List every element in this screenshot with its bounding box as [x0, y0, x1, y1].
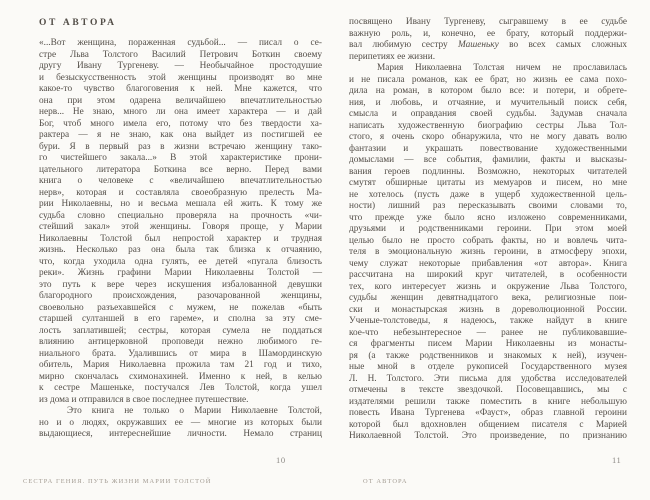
text-line: теля в эмоциональную жизнь героини, в атмосферу эпохи,: [349, 247, 627, 257]
text-line: перипетиях ее жизни.: [349, 51, 436, 62]
text-line: и не писала романов, как ее брат, но жизнь ее сама похо-: [349, 74, 627, 85]
text-line: выдающиеся, интереснейшие личности. Немало страниц: [39, 429, 322, 439]
text-line: рии Николаевны, но и весьма мешала ей жить. К тому же: [39, 199, 322, 209]
text-line: стре Льва Толстого Василий Петрович Боткин своему: [39, 49, 322, 60]
text-line: которой был вдохновлен общением писателя с Марией: [349, 419, 627, 430]
text-line: стейший закал» этой женщины. Говоря проще, у Марии: [39, 222, 322, 232]
text-line: фантазии и украшать повествование художественными: [349, 143, 627, 154]
text-line: влиянию антицерковной проповеди нежно любимого ге-: [39, 337, 322, 347]
text-line: она при этом одарена величайшею впечатлительностью: [39, 95, 322, 106]
text-line: другу Ивану Тургеневу. — Необычайное простодушие: [39, 61, 322, 71]
text-line: из дома и отправился в свое последнее путешествие.: [39, 394, 249, 405]
right-page-text: [349, 17, 627, 443]
text-line: кое-что небезынтересное — ранее не публиковавшие-: [349, 327, 627, 338]
text-line: мирно скончалась схимонахиней. Именно к ней, в келью: [39, 371, 322, 382]
text-line: какое-то чувство благоговения к ней. Мне кажется, что: [39, 84, 322, 94]
text-line: старшей султаншей в его гареме», и сполна за эту сме-: [39, 314, 322, 324]
text-line: реки». Жизнь графини Марии Николаевны Толстой —: [39, 268, 322, 278]
text-line: вал любимую сестру Машеньку во всех самых сложных: [349, 40, 628, 50]
text-line: но и о людях, окружавших ее — многие из которых были: [39, 417, 322, 428]
text-line: нерв», которая и составляла своеобразную прелесть Ма-: [39, 187, 322, 198]
text-line: нерв... Не знаю, много ли она имеет характера — и дай: [39, 107, 322, 117]
text-line: ся фрагменты писем Марии Николаевны из монасты-: [349, 339, 627, 349]
text-line: что прежде уже было ясно изложено современниками,: [349, 212, 627, 223]
text-line: судьба словно специально проверяла на прочность «чи-: [39, 210, 322, 221]
text-line: повесть Ивана Тургенева «Фауст», образ главной героини: [349, 408, 627, 418]
text-line: рассчитана на широкий круг читателей, в особенности: [349, 270, 627, 280]
running-title-right: ОТ АВТОРА: [363, 478, 408, 485]
text-line: вания героев подлинны. Возможно, некоторых читателей: [349, 166, 627, 177]
text-line: друзьями и родственниками героини. При этом моей: [349, 224, 627, 234]
text-line: лость заплатившей; сестры, которая сумела не поддаться: [39, 325, 322, 336]
text-line: ря (а также родственников и знакомых к ней), изучен-: [349, 350, 627, 361]
text-line: бури. Я в первый раз в жизни встречаю женщину тако-: [39, 141, 322, 152]
text-line: ниального брата. Удалившись от мира в Шамординскую: [39, 348, 322, 359]
text-line: Это книга не только о Марии Николаевне Толстой,: [67, 406, 322, 416]
text-line: Бог, чтоб много имела его, потому что без твердости ха-: [39, 118, 322, 129]
text-line: го чистейшего закала...» В этой характеристике прони-: [39, 153, 322, 163]
text-line: посвящено Ивану Тургеневу, сыгравшему в ее судьбе: [349, 17, 627, 27]
text-line: отмечены в тексте звездочкой. Посовещавшись, мы с: [349, 385, 627, 395]
text-line: ния, и любовь, и отчаяние, и мучительный поиск себя,: [349, 97, 627, 108]
text-line: смутят обширные цитаты из мемуаров и писем, но мне: [349, 178, 627, 188]
text-line: благородного происхождения, разочарованной женщины,: [39, 291, 322, 301]
text-line: смысла и оправдания своей судьбы. Задумав сначала: [349, 109, 627, 119]
text-line: это путь к вере через искушения избалованной девушки: [39, 279, 322, 290]
text-line: важную роль, и, конечно, ее брату, который поддержи-: [349, 28, 627, 39]
text-line: рактера — я не знаю, как она выйдет из постигшей ее: [39, 130, 322, 140]
chapter-header: ОТ АВТОРА: [39, 18, 117, 28]
text-line: Ученые-толстоведы, я надеюсь, также найдут в книге: [349, 316, 627, 326]
text-line: ные мной в отделе рукописей Государственного музея: [349, 362, 627, 372]
text-line: ски и монастырская жизнь в дореволюционной России.: [349, 304, 627, 315]
right-page: [349, 17, 627, 443]
text-line: домыслами — все события, фамилии, факты и высказы-: [349, 155, 627, 165]
text-line: не хотелось (пусть даже в ущерб художественной цель-: [349, 189, 627, 200]
text-line: обитель, Мария Николаевна прожила там 21 год и тихо,: [39, 360, 322, 370]
text-line: цательного литератора Боткина все верно. Перед вами: [39, 164, 322, 175]
left-page: [39, 17, 322, 441]
text-line: Николаевной Толстой. Это произведение, по признанию: [349, 431, 627, 441]
text-line: Мария Николаевна Толстая ничем не прославилась: [377, 63, 627, 73]
text-line: стого, я очень скоро обнаружила, что не могу давать волю: [349, 132, 627, 142]
text-line: книга о человеке с «величайшею впечатлительностью: [39, 176, 322, 186]
text-line: целью было не просто собрать факты, но и вовлечь чита-: [349, 235, 627, 246]
text-line: чему служат некоторые прибавления «от автора». Книга: [349, 258, 627, 269]
running-title-left: СЕСТРА ГЕНИЯ. ПУТЬ ЖИЗНИ МАРИИ ТОЛСТОЙ: [23, 478, 212, 485]
text-line: издателями решили также поместить в книге небольшую: [349, 396, 627, 407]
text-line: написать художественную биографию сестры Льва Тол-: [349, 120, 627, 131]
page-number-left: 10: [276, 455, 286, 465]
text-line: «...Вот женщина, пораженная судьбой... — писал о се-: [39, 38, 322, 48]
page-number-right: 11: [612, 455, 622, 465]
left-page-text: [39, 38, 322, 441]
text-line: к сестре Машеньке, постучался Лев Толстой, когда ушел: [39, 383, 322, 393]
text-line: своевольно разъехавшейся с мужем, не пожелав «быть: [39, 302, 322, 313]
text-line: жизнь. Несколько раз она была так близка к отчаянию,: [39, 245, 322, 255]
text-line: судьбы женщин девятнадцатого века, религиозные пои-: [349, 293, 627, 303]
text-line: тех, кого интересует жизнь и окружение Льва Толстого,: [349, 281, 627, 292]
text-line: Л. Н. Толстого. Эти письма для удобства исследователей: [349, 373, 627, 384]
text-line: Николаевны Толстой был непростой характер и трудная: [39, 233, 322, 244]
text-line: и безыскусственность этой женщины производят во мне: [39, 72, 322, 83]
text-line: что, когда уходила одна гулять, ее детей «пугала близость: [39, 256, 322, 267]
text-line: ности) лишний раз пересказывать своими словами то,: [349, 201, 627, 211]
text-line: дила на роман, в котором было все: и потери, и обрете-: [349, 86, 627, 96]
